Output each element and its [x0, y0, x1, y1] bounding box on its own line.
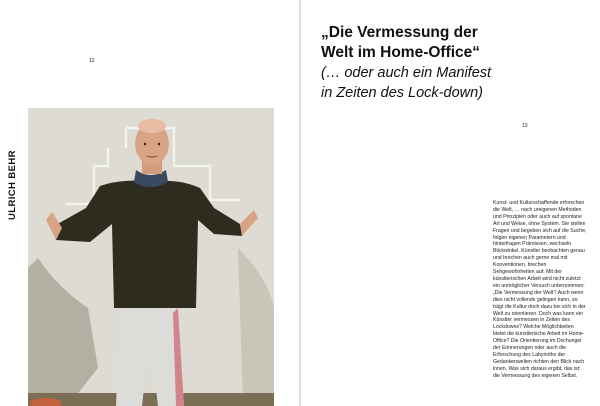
artist-photo: [28, 108, 274, 406]
author-name: ULRICH BEHR: [7, 150, 18, 220]
title-line-1: „Die Vermessung der: [321, 24, 478, 41]
left-page: [0, 0, 299, 406]
title-line-2: Welt im Home-Office“: [321, 44, 481, 61]
right-page: [301, 0, 600, 406]
subtitle-line-2: in Zeiten des Lock-down): [321, 85, 483, 101]
page-number-right: 13: [522, 123, 528, 129]
article-body: Kunst- und Kulturschaffende erforschen die Welt, … nach ureigenen Methoden und Prinzipien oder auch auf spontane Art und Weise, ohne System. Sie stellen Fragen und begeben sich auf die Suche, folgen eigenen Parametern und hinterfragen Prämissen, wechseln Blickwinkel. Künstler beobachten genau und brechen auch gerne mal mit Konventionen, brechen Sehgewohnheiten auf. Mit der künstlerischen Arbeit wird nicht zuletzt ein unmöglicher Versuch unternommen: „Die Vermessung der Welt“! Auch wenn dies nicht vollends gelingen kann, so trägt die Kultur doch dazu bei sich in der Welt zu orientieren. Doch was kann ein Künstler vermessen in Zeiten des Lockdowns? Welche Möglichkeiten bietet die künstlerische Arbeit im Home-Office? Die Orientierung im Dschungel der Erinnerungen oder auch die Erforschung des Labyrinths der Gedankenwelten richten den Blick nach innen. Was sich daraus ergibt, das ist: die Vermessung des eigenen Selbst.: [493, 200, 587, 379]
page-number-left: 12: [89, 58, 95, 64]
subtitle-line-1: (… oder auch ein Manifest: [321, 65, 492, 81]
article-title: [321, 23, 591, 103]
